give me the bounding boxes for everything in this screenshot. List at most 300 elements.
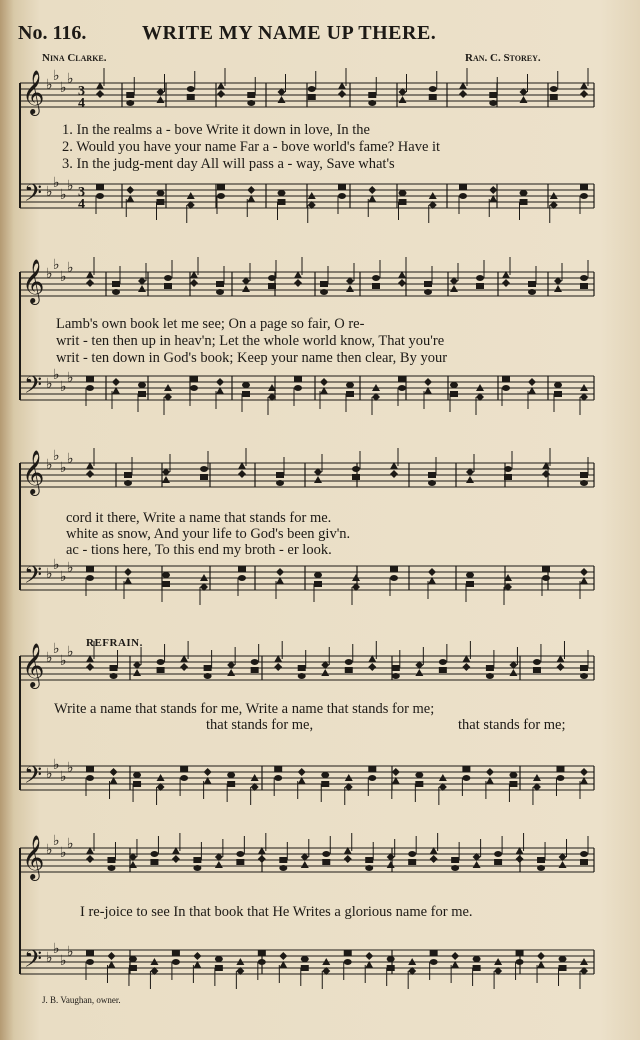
- flat-sign: ♭: [67, 260, 74, 276]
- system-5-treble-note: [365, 857, 373, 863]
- system-3-tenor-note: [86, 566, 94, 572]
- system-5-bass-note: [473, 965, 481, 971]
- system-5-alto-note: [451, 865, 459, 871]
- system-4-treble-note: [580, 665, 588, 671]
- system-1-bass-note: [338, 193, 346, 199]
- system-5-alto-note: [408, 859, 416, 865]
- system-1-tenor-note: [278, 190, 286, 196]
- system-4-treble-note: [533, 659, 541, 665]
- system-3-tenor-note: [162, 572, 170, 578]
- system-1-alto-note: [308, 94, 316, 100]
- treble-clef: 𝄞: [22, 259, 45, 303]
- time-sig-top: 3: [78, 185, 85, 200]
- system-5-alto-note: [494, 859, 502, 865]
- system-1-tenor-note: [520, 190, 528, 196]
- system-4-tenor-note: [110, 768, 118, 776]
- flat-sign: ♭: [60, 569, 67, 585]
- system-1-alto-note: [550, 94, 558, 100]
- system-3-bass-note: [542, 575, 550, 581]
- system-5-tenor-note: [430, 950, 438, 956]
- system-2-treble-note: [372, 275, 380, 281]
- system-4-alto-note: [274, 663, 282, 671]
- flat-sign: ♭: [60, 953, 67, 969]
- system-3-tenor-note: [314, 572, 322, 578]
- system-2-treble-note: [528, 281, 536, 287]
- flat-sign: ♭: [60, 80, 67, 96]
- flat-sign: ♭: [46, 950, 53, 966]
- system-1-treble-note: [126, 92, 134, 98]
- system-5-alto-note: [580, 859, 588, 865]
- system-3-treble-note: [124, 472, 132, 478]
- system-2-tenor-note: [320, 378, 328, 386]
- system-1-alto-note: [126, 100, 134, 106]
- system-3-tenor-note: [580, 568, 588, 576]
- system-5-treble-note: [408, 851, 416, 857]
- verse-3-line-3: ac - tions here, To this end my broth - er look.: [66, 542, 332, 558]
- system-2-alto-note: [216, 289, 224, 295]
- flat-sign: ♭: [67, 760, 74, 776]
- system-3-alto-note: [200, 474, 208, 480]
- system-4-treble-note: [486, 665, 494, 671]
- system-2-alto-note: [112, 289, 120, 295]
- bass-clef: 𝄢: [24, 561, 43, 594]
- system-5-alto-note: [430, 855, 438, 863]
- system-2-alto-note: [138, 285, 146, 292]
- system-5-alto-note: [86, 855, 94, 863]
- system-2-tenor-note: [346, 382, 354, 388]
- system-5-tenor-note: [473, 956, 481, 962]
- system-4-treble-note: [298, 665, 306, 671]
- flat-sign: ♭: [46, 266, 53, 282]
- flat-sign: ♭: [46, 457, 53, 473]
- flat-sign: ♭: [60, 269, 67, 285]
- verse-2-line-2: writ - ten then up in heav'n; Let the whole world know, That you're: [56, 333, 445, 349]
- author-credit: Nina Clarke.: [42, 52, 107, 64]
- system-5-alto-note: [258, 855, 266, 863]
- verse-2-line-3: white as snow, And your life to God's been giv'n.: [66, 526, 351, 542]
- system-3-tenor-note: [390, 566, 398, 572]
- system-4-tenor-note: [204, 768, 212, 776]
- system-1-tenor-note: [580, 184, 588, 190]
- system-5-alto-note: [559, 861, 567, 868]
- system-4-tenor-note: [415, 772, 423, 778]
- system-1-alto-note: [338, 90, 346, 98]
- bass-clef: 𝄢: [24, 761, 43, 794]
- system-5-treble-note: [494, 851, 502, 857]
- system-5-tenor-note: [344, 950, 352, 956]
- system-2-tenor-note: [138, 382, 146, 388]
- system-3-treble-note: [200, 466, 208, 472]
- system-4-alto-note: [86, 663, 94, 671]
- system-4-tenor-note: [227, 772, 235, 778]
- system-5-tenor-note: [516, 950, 524, 956]
- system-1-alto-note: [368, 100, 376, 106]
- system-5-treble-note: [107, 857, 115, 863]
- system-5-tenor-note: [279, 952, 287, 960]
- system-2-tenor-note: [86, 376, 94, 382]
- system-2-bass-note: [450, 391, 458, 397]
- system-4-alto-note: [486, 673, 494, 679]
- refrain-line-1d: that stands for me;: [458, 717, 566, 733]
- system-2-treble-note: [424, 281, 432, 287]
- system-3-treble-note: [276, 472, 284, 478]
- system-5-alto-note: [537, 865, 545, 871]
- system-1-bass-note: [520, 199, 528, 205]
- system-4-alto-note: [392, 673, 400, 679]
- flat-sign: ♭: [67, 451, 74, 467]
- system-5-tenor-note: [537, 952, 545, 960]
- system-3-tenor-note: [238, 566, 246, 572]
- system-3-alto-note: [238, 470, 246, 478]
- system-1-alto-note: [489, 100, 497, 106]
- system-1-tenor-note: [126, 186, 134, 194]
- system-1-bass-note: [459, 193, 467, 199]
- system-4-alto-note: [580, 673, 588, 679]
- system-1-tenor-note: [399, 190, 407, 196]
- system-5-treble-note: [537, 857, 545, 863]
- system-3-bass-note: [466, 581, 474, 587]
- system-2-alto-note: [86, 279, 94, 287]
- system-5-tenor-note: [365, 952, 373, 960]
- system-1-tenor-note: [96, 184, 104, 190]
- system-2-alto-note: [190, 279, 198, 287]
- system-4-alto-note: [321, 669, 329, 676]
- system-2-alto-note: [294, 279, 302, 287]
- system-3-alto-note: [352, 474, 360, 480]
- system-3-treble-note: [580, 472, 588, 478]
- system-1-alto-note: [520, 96, 528, 103]
- system-4-alto-note: [298, 673, 306, 679]
- system-1-alto-note: [247, 100, 255, 106]
- system-1-alto-note: [429, 94, 437, 100]
- system-3-alto-note: [162, 476, 170, 483]
- system-5-bass-note: [430, 959, 438, 965]
- system-5-treble-note: [451, 857, 459, 863]
- system-2-tenor-note: [398, 376, 406, 382]
- refrain-line-1: Write a name that stands for me, Write a name that stands for me;: [54, 701, 435, 717]
- flat-sign: ♭: [67, 370, 74, 386]
- system-5-tenor-note: [86, 950, 94, 956]
- bass-clef: 𝄢: [24, 371, 43, 404]
- system-1-tenor-note: [368, 186, 376, 194]
- system-1-alto-note: [580, 90, 588, 98]
- hymn-number: No. 116.: [18, 22, 87, 44]
- system-3-tenor-note: [428, 568, 436, 576]
- flat-sign: ♭: [46, 566, 53, 582]
- system-5-bass-note: [559, 965, 567, 971]
- system-4-bass-note: [86, 775, 94, 781]
- treble-clef: 𝄞: [22, 643, 45, 687]
- flat-sign: ♭: [53, 257, 60, 273]
- system-5-bass-note: [258, 959, 266, 965]
- treble-clef: 𝄞: [22, 835, 45, 879]
- system-2-treble-note: [216, 281, 224, 287]
- flat-sign: ♭: [60, 769, 67, 785]
- system-4-bass-note: [227, 781, 235, 787]
- system-2-alto-note: [424, 289, 432, 295]
- system-1-bass-note: [399, 199, 407, 205]
- system-1-tenor-note: [338, 184, 346, 190]
- system-1-tenor-note: [157, 190, 165, 196]
- system-1-alto-note: [459, 90, 467, 98]
- system-1-treble-note: [308, 86, 316, 92]
- flat-sign: ♭: [53, 367, 60, 383]
- system-3-treble-note: [352, 466, 360, 472]
- bass-clef: 𝄢: [24, 945, 43, 978]
- system-4-tenor-note: [86, 766, 94, 772]
- system-2-alto-note: [476, 283, 484, 289]
- system-1-tenor-note: [459, 184, 467, 190]
- system-3-alto-note: [314, 476, 322, 483]
- flat-sign: ♭: [60, 379, 67, 395]
- flat-sign: ♭: [60, 653, 67, 669]
- flat-sign: ♭: [60, 845, 67, 861]
- system-2-treble-note: [476, 275, 484, 281]
- system-2-tenor-note: [424, 378, 432, 386]
- flat-sign: ♭: [46, 650, 53, 666]
- system-4-alto-note: [556, 663, 564, 671]
- system-2-bass-note: [242, 391, 250, 397]
- system-4-alto-note: [509, 669, 517, 676]
- system-4-alto-note: [462, 663, 470, 671]
- system-3-tenor-note: [542, 566, 550, 572]
- system-5-bass-note: [516, 959, 524, 965]
- system-2-alto-note: [268, 283, 276, 289]
- system-3-tenor-note: [124, 568, 132, 576]
- system-4-treble-note: [110, 665, 118, 671]
- system-4-bass-note: [556, 775, 564, 781]
- system-1-treble-note: [368, 92, 376, 98]
- system-5-alto-note: [344, 855, 352, 863]
- system-2-treble-note: [268, 275, 276, 281]
- system-1-treble-note: [247, 92, 255, 98]
- system-1-treble-note: [489, 92, 497, 98]
- verse-1-line-3: cord it there, Write a name that stands for me.: [66, 510, 332, 526]
- system-4-bass-note: [509, 781, 517, 787]
- system-5-treble-note: [193, 857, 201, 863]
- time-sig-bottom: 4: [78, 96, 85, 111]
- verse-1-line-1: 1. In the realms a - bove Write it down in love, In the: [62, 122, 370, 138]
- system-5-alto-note: [172, 855, 180, 863]
- system-4-alto-note: [133, 669, 141, 676]
- system-2-tenor-note: [242, 382, 250, 388]
- verse-3-line-2: writ - ten down in God's book; Keep your name then clear, By your: [56, 350, 448, 366]
- hymn-title: WRITE MY NAME UP THERE.: [142, 22, 437, 44]
- system-2-tenor-note: [502, 376, 510, 382]
- system-2-tenor-note: [190, 376, 198, 382]
- system-1-tenor-note: [489, 186, 497, 194]
- system-5-alto-note: [107, 865, 115, 871]
- system-3-alto-note: [542, 470, 550, 478]
- system-2-treble-note: [164, 275, 172, 281]
- system-4-bass-note: [415, 781, 423, 787]
- system-2-bass-note: [294, 385, 302, 391]
- system-3-alto-note: [504, 474, 512, 480]
- system-2-tenor-note: [450, 382, 458, 388]
- flat-sign: ♭: [53, 557, 60, 573]
- flat-sign: ♭: [46, 184, 53, 200]
- composer-credit: Ran. C. Storey.: [465, 52, 541, 64]
- system-2-bass-note: [346, 391, 354, 397]
- system-4-alto-note: [157, 667, 165, 673]
- flat-sign: ♭: [46, 842, 53, 858]
- system-5-treble-note: [150, 851, 158, 857]
- system-1-alto-note: [96, 90, 104, 98]
- system-4-treble-note: [251, 659, 259, 665]
- refrain-line-1b: that stands for me,: [206, 717, 314, 733]
- system-5-treble-note: [322, 851, 330, 857]
- refrain-label: REFRAIN.: [86, 637, 143, 649]
- system-2-alto-note: [398, 279, 406, 287]
- system-5-tenor-note: [215, 956, 223, 962]
- system-5-tenor-note: [107, 952, 115, 960]
- system-4-bass-note: [133, 781, 141, 787]
- system-4-tenor-note: [180, 766, 188, 772]
- system-4-bass-note: [368, 775, 376, 781]
- system-2-alto-note: [554, 285, 562, 292]
- system-3-alto-note: [276, 480, 284, 486]
- system-5-alto-note: [516, 855, 524, 863]
- system-4-tenor-note: [392, 768, 400, 776]
- system-2-alto-note: [580, 283, 588, 289]
- system-3-treble-note: [504, 466, 512, 472]
- system-3-bass-note: [162, 581, 170, 587]
- refrain-line-2: I re-joice to see In that book that He Writes a glorious name for me.: [80, 904, 473, 920]
- system-2-alto-note: [164, 283, 172, 289]
- system-4-alto-note: [180, 663, 188, 671]
- system-4-treble-note: [345, 659, 353, 665]
- system-4-tenor-note: [462, 766, 470, 772]
- system-1-bass-note: [278, 199, 286, 205]
- system-3-bass-note: [238, 575, 246, 581]
- system-2-tenor-note: [528, 378, 536, 386]
- flat-sign: ♭: [67, 178, 74, 194]
- system-3-alto-note: [428, 480, 436, 486]
- system-5-tenor-note: [172, 950, 180, 956]
- flat-sign: ♭: [60, 460, 67, 476]
- system-5-tenor-note: [193, 952, 201, 960]
- system-4-tenor-note: [133, 772, 141, 778]
- system-5-treble-note: [236, 851, 244, 857]
- system-5-alto-note: [150, 859, 158, 865]
- flat-sign: ♭: [53, 448, 60, 464]
- flat-sign: ♭: [46, 376, 53, 392]
- system-1-tenor-note: [217, 184, 225, 190]
- system-4-alto-note: [227, 669, 235, 676]
- system-1-bass-note: [580, 193, 588, 199]
- system-2-tenor-note: [112, 378, 120, 386]
- time-sig-bottom: 4: [78, 197, 85, 212]
- system-5-alto-note: [322, 859, 330, 865]
- system-4-bass-note: [180, 775, 188, 781]
- system-5-alto-note: [387, 861, 395, 868]
- system-5-tenor-note: [451, 952, 459, 960]
- system-5-alto-note: [301, 861, 309, 868]
- system-4-alto-note: [439, 667, 447, 673]
- system-2-alto-note: [528, 289, 536, 295]
- flat-sign: ♭: [67, 71, 74, 87]
- system-4-tenor-note: [580, 768, 588, 776]
- system-4-treble-note: [157, 659, 165, 665]
- system-2-alto-note: [372, 283, 380, 289]
- flat-sign: ♭: [46, 77, 53, 93]
- system-1-alto-note: [187, 94, 195, 100]
- system-5-treble-note: [279, 857, 287, 863]
- verse-1-line-2: Lamb's own book let me see; On a page so fair, O re-: [56, 316, 365, 332]
- flat-sign: ♭: [67, 644, 74, 660]
- flat-sign: ♭: [53, 641, 60, 657]
- flat-sign: ♭: [53, 833, 60, 849]
- system-4-tenor-note: [368, 766, 376, 772]
- system-2-alto-note: [320, 289, 328, 295]
- system-2-alto-note: [346, 285, 354, 292]
- system-4-alto-note: [415, 669, 423, 676]
- system-5-alto-note: [473, 861, 481, 868]
- system-5-bass-note: [344, 959, 352, 965]
- system-4-tenor-note: [486, 768, 494, 776]
- system-2-tenor-note: [554, 382, 562, 388]
- system-4-tenor-note: [298, 768, 306, 776]
- system-3-tenor-note: [466, 572, 474, 578]
- system-2-bass-note: [502, 385, 510, 391]
- system-4-alto-note: [110, 673, 118, 679]
- system-1-alto-note: [399, 96, 407, 103]
- system-2-bass-note: [398, 385, 406, 391]
- system-1-bass-note: [96, 193, 104, 199]
- system-5-tenor-note: [387, 956, 395, 962]
- system-2-bass-note: [190, 385, 198, 391]
- system-5-tenor-note: [301, 956, 309, 962]
- treble-clef: 𝄞: [22, 450, 45, 494]
- system-2-alto-note: [502, 279, 510, 287]
- system-5-bass-note: [86, 959, 94, 965]
- system-4-treble-note: [439, 659, 447, 665]
- system-4-treble-note: [392, 665, 400, 671]
- system-1-treble-note: [187, 86, 195, 92]
- flat-sign: ♭: [53, 175, 60, 191]
- system-1-treble-note: [429, 86, 437, 92]
- system-4-tenor-note: [321, 772, 329, 778]
- system-3-alto-note: [466, 476, 474, 483]
- flat-sign: ♭: [53, 757, 60, 773]
- system-5-alto-note: [236, 859, 244, 865]
- system-4-alto-note: [251, 667, 259, 673]
- system-2-bass-note: [86, 385, 94, 391]
- system-1-treble-note: [550, 86, 558, 92]
- system-1-alto-note: [278, 96, 286, 103]
- system-3-bass-note: [86, 575, 94, 581]
- flat-sign: ♭: [67, 560, 74, 576]
- system-3-bass-note: [390, 575, 398, 581]
- system-3-alto-note: [390, 470, 398, 478]
- system-4-treble-note: [204, 665, 212, 671]
- flat-sign: ♭: [67, 836, 74, 852]
- flat-sign: ♭: [46, 766, 53, 782]
- system-2-tenor-note: [216, 378, 224, 386]
- system-5-alto-note: [193, 865, 201, 871]
- system-5-alto-note: [279, 865, 287, 871]
- system-5-alto-note: [215, 861, 223, 868]
- system-3-tenor-note: [276, 568, 284, 576]
- system-5-bass-note: [387, 965, 395, 971]
- system-1-bass-note: [157, 199, 165, 205]
- system-2-treble-note: [320, 281, 328, 287]
- system-4-tenor-note: [274, 766, 282, 772]
- system-4-alto-note: [368, 663, 376, 671]
- system-3-bass-note: [314, 581, 322, 587]
- system-2-treble-note: [112, 281, 120, 287]
- system-4-bass-note: [274, 775, 282, 781]
